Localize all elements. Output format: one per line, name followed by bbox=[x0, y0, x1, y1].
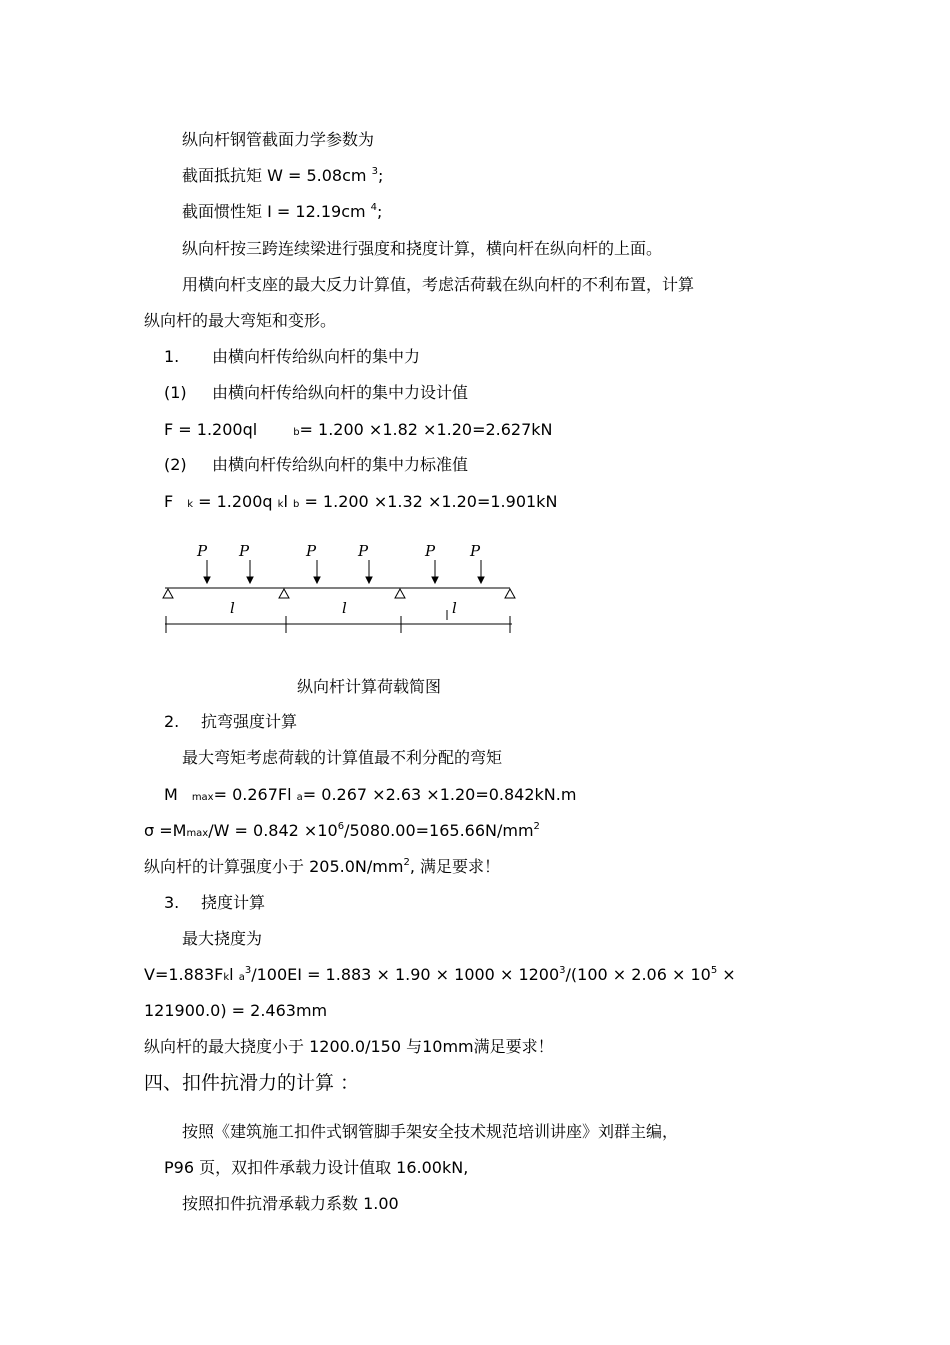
method-line-1: 用横向杆支座的最大反力计算值，考虑活荷载在纵向杆的不利布置，计算 bbox=[182, 275, 695, 294]
load-label-p: P bbox=[425, 542, 436, 560]
item-3-heading: 3. 挠度计算 bbox=[164, 893, 266, 912]
standard-force-formula: F k = 1.200q kl b = 1.200 ×1.32 ×1.20=1.901kN bbox=[164, 492, 558, 511]
deflection-check: 纵向杆的最大挠度小于 1200.0/150 与10mm满足要求！ bbox=[144, 1037, 554, 1056]
stress-formula: $\sigma =Mmax/W = 0.842 \times 10^6/5080.00=165.66N/mm^2$ bbox=[144, 821, 540, 840]
reference-line: 按照《建筑施工扣件式钢管脚手架安全技术规范培训讲座》刘群主编， bbox=[182, 1122, 679, 1141]
item-1-1-heading: (1) 由横向杆传给纵向杆的集中力设计值 bbox=[164, 383, 469, 402]
design-force-formula: F = 1.200ql b= 1.200 ×1.82 ×1.20=2.627kN bbox=[164, 420, 553, 439]
moment-of-inertia-line: 截面惯性矩 I = 12.19cm $^4$; bbox=[182, 202, 383, 221]
load-arrow bbox=[432, 560, 438, 583]
deflection-heading: 最大挠度为 bbox=[182, 929, 263, 948]
section-4-heading: 四、扣件抗滑力的计算 ： bbox=[144, 1072, 360, 1094]
support-triangle bbox=[395, 589, 405, 598]
load-label-p: P bbox=[470, 542, 481, 560]
load-arrow bbox=[247, 560, 253, 583]
support-triangle bbox=[505, 589, 515, 598]
deflection-formula: V=1.883Fkl $a^3/100EI = 1.883 \times 1.90 \times 1000 \times 1200^3/(100 \times 2.06 \times 10^5$ × bbox=[144, 965, 736, 984]
method-line-2: 纵向杆的最大弯矩和变形。 bbox=[144, 311, 337, 330]
load-arrow bbox=[366, 560, 372, 583]
param-heading: 纵向杆钢管截面力学参数为 bbox=[182, 130, 375, 149]
support-triangle bbox=[163, 589, 173, 598]
load-arrow bbox=[314, 560, 320, 583]
load-label-p: P bbox=[197, 542, 208, 560]
load-label-p: P bbox=[239, 542, 250, 560]
load-arrow bbox=[204, 560, 210, 583]
span-label-l: l bbox=[230, 599, 235, 617]
span-label-l: l bbox=[342, 599, 347, 617]
span-label-l: l bbox=[452, 599, 457, 617]
beam-assumption-line: 纵向杆按三跨连续梁进行强度和挠度计算，横向杆在纵向杆的上面。 bbox=[182, 239, 663, 258]
section-modulus-line: 截面抵抗矩 W = 5.08cm $^3$; bbox=[182, 166, 384, 185]
load-arrow bbox=[478, 560, 484, 583]
capacity-line: P96 页，双扣件承载力设计值取 16.00kN, bbox=[164, 1158, 469, 1177]
max-moment-formula: M max= 0.267Fl a= 0.267 ×2.63 ×1.20=0.842kN.m bbox=[164, 785, 577, 804]
coefficient-line: 按照扣件抗滑承载力系数 1.00 bbox=[182, 1194, 399, 1213]
load-diagram bbox=[155, 538, 525, 646]
deflection-result: 121900.0) = 2.463mm bbox=[144, 1001, 328, 1020]
item-1-2-heading: (2) 由横向杆传给纵向杆的集中力标准值 bbox=[164, 455, 469, 474]
strength-check: 纵向杆的计算强度小于 $205.0N/mm^2$, 满足要求！ bbox=[144, 857, 500, 876]
load-label-p: P bbox=[306, 542, 317, 560]
item-2-heading: 2. 抗弯强度计算 bbox=[164, 712, 298, 731]
item-1-heading: 1. 由横向杆传给纵向杆的集中力 bbox=[164, 347, 421, 366]
bending-description: 最大弯矩考虑荷载的计算值最不利分配的弯矩 bbox=[182, 748, 503, 767]
support-triangle bbox=[279, 589, 289, 598]
load-label-p: P bbox=[358, 542, 369, 560]
diagram-caption: 纵向杆计算荷载简图 bbox=[297, 677, 442, 696]
